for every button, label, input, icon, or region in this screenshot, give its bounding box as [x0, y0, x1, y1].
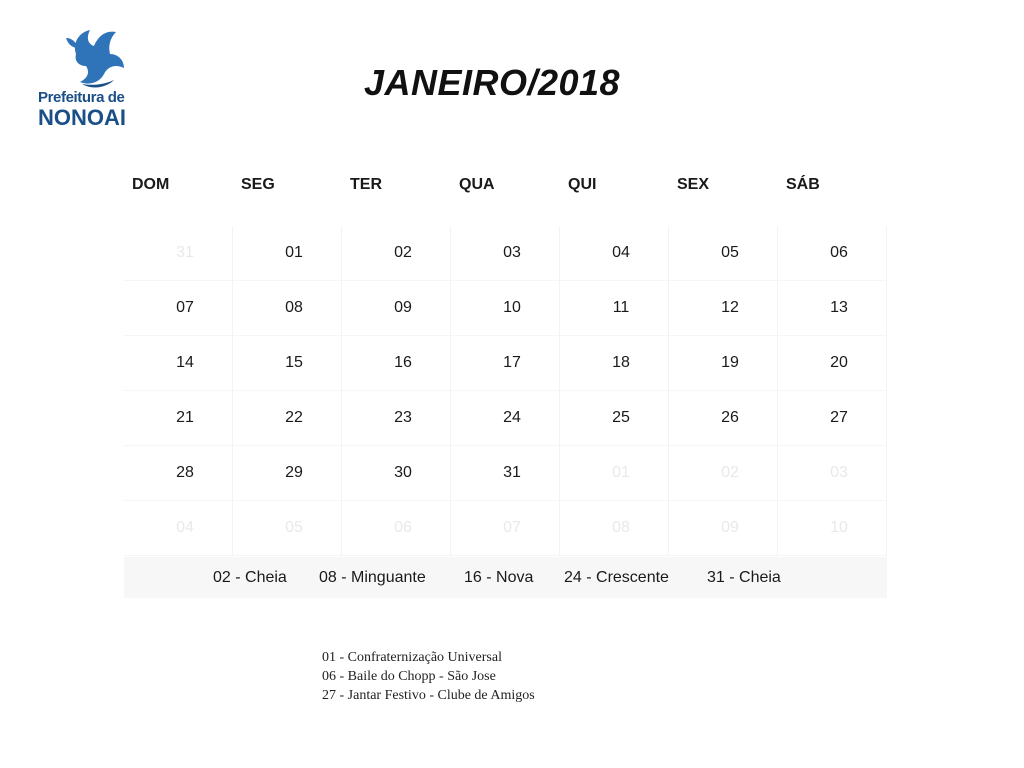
weekday-header — [124, 176, 887, 200]
weekday-label: SEG — [241, 176, 275, 193]
weekday-label: SÁB — [786, 176, 820, 193]
weekday-label: DOM — [132, 176, 170, 193]
holiday-note: 27 - Jantar Festivo - Clube de Amigos — [322, 688, 535, 703]
calendar-day: 19 — [669, 336, 778, 391]
calendar-day-adjacent-month: 07 — [451, 501, 560, 556]
calendar-day: 02 — [342, 226, 451, 281]
calendar-day: 10 — [451, 281, 560, 336]
calendar-day: 14 — [124, 336, 233, 391]
calendar-day-adjacent-month: 09 — [669, 501, 778, 556]
moon-phase-item: 08 - Minguante — [319, 569, 426, 586]
calendar-day: 29 — [233, 446, 342, 501]
moon-phase-item: 02 - Cheia — [213, 569, 287, 586]
calendar-day-adjacent-month: 08 — [560, 501, 669, 556]
calendar-day: 15 — [233, 336, 342, 391]
calendar-day: 11 — [560, 281, 669, 336]
calendar-grid — [124, 226, 887, 556]
calendar-day: 01 — [233, 226, 342, 281]
bird-hands-logo-icon — [62, 24, 128, 90]
calendar-day: 06 — [778, 226, 887, 281]
calendar-day-adjacent-month: 31 — [124, 226, 233, 281]
weekday-label: TER — [350, 176, 382, 193]
holiday-note: 06 - Baile do Chopp - São Jose — [322, 669, 496, 684]
calendar-day: 17 — [451, 336, 560, 391]
calendar-day-adjacent-month: 04 — [124, 501, 233, 556]
calendar-day: 25 — [560, 391, 669, 446]
weekday-label: QUA — [459, 176, 495, 193]
moon-phase-item: 16 - Nova — [464, 569, 534, 586]
calendar-day: 30 — [342, 446, 451, 501]
calendar-day: 28 — [124, 446, 233, 501]
calendar-day: 24 — [451, 391, 560, 446]
calendar-day: 18 — [560, 336, 669, 391]
calendar-day: 23 — [342, 391, 451, 446]
calendar-day-adjacent-month: 05 — [233, 501, 342, 556]
calendar-day: 12 — [669, 281, 778, 336]
calendar-day: 31 — [451, 446, 560, 501]
calendar-day-adjacent-month: 10 — [778, 501, 887, 556]
calendar-title: JANEIRO/2018 — [363, 62, 621, 103]
calendar-day: 26 — [669, 391, 778, 446]
holiday-note: 01 - Confraternização Universal — [322, 650, 502, 665]
weekday-label: QUI — [568, 176, 597, 193]
logo-text-nonoai: NONOAI — [38, 105, 126, 130]
logo-text-prefeitura: Prefeitura de — [38, 89, 125, 106]
prefeitura-logo — [36, 24, 136, 128]
moon-phases-bar — [124, 557, 887, 598]
calendar-day: 20 — [778, 336, 887, 391]
calendar-day: 07 — [124, 281, 233, 336]
calendar-day: 08 — [233, 281, 342, 336]
calendar-day-adjacent-month: 01 — [560, 446, 669, 501]
calendar-day: 09 — [342, 281, 451, 336]
calendar-day: 22 — [233, 391, 342, 446]
calendar-day: 13 — [778, 281, 887, 336]
holiday-notes — [322, 648, 535, 705]
calendar-day-adjacent-month: 03 — [778, 446, 887, 501]
calendar-day: 27 — [778, 391, 887, 446]
calendar-day: 04 — [560, 226, 669, 281]
weekday-label: SEX — [677, 176, 710, 193]
calendar-day: 03 — [451, 226, 560, 281]
calendar-day: 21 — [124, 391, 233, 446]
moon-phase-item: 31 - Cheia — [707, 569, 781, 586]
calendar-day: 16 — [342, 336, 451, 391]
calendar-day-adjacent-month: 02 — [669, 446, 778, 501]
calendar-day-adjacent-month: 06 — [342, 501, 451, 556]
moon-phase-item: 24 - Crescente — [564, 569, 669, 586]
calendar-day: 05 — [669, 226, 778, 281]
